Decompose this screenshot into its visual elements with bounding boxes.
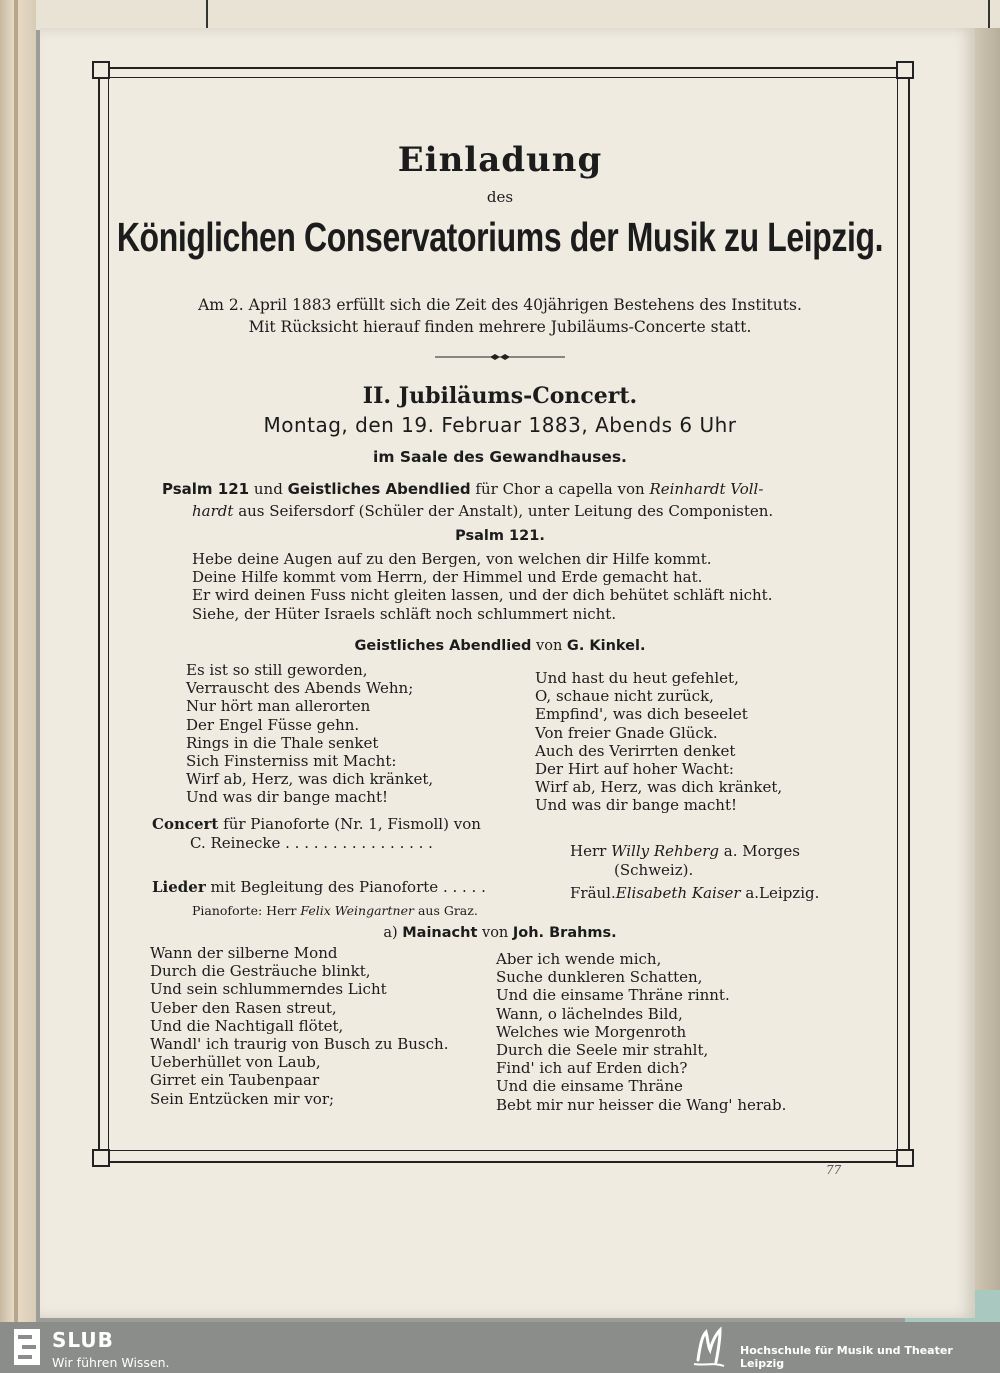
composer-line	[190, 834, 433, 852]
programme-item-psalm-cont	[192, 502, 773, 520]
verse-line: Find' ich auf Erden dich?	[496, 1059, 688, 1078]
concert-venue: im Saale des Gewandhauses.	[373, 448, 627, 466]
abendlied-left-column	[186, 661, 433, 807]
page-number: 77	[826, 1163, 842, 1177]
verse-line: Wandl' ich traurig von Busch zu Busch.	[150, 1034, 449, 1053]
programme-item-concert	[152, 815, 481, 833]
verse-line: Durch die Gesträuche blinkt,	[150, 962, 371, 981]
programme-item-lieder	[152, 878, 486, 896]
performer-name: Elisabeth Kaiser	[615, 884, 741, 902]
performer-origin-country: (Schweiz).	[614, 861, 694, 879]
verse-line: Sich Finsterniss mit Macht:	[186, 751, 397, 770]
item-text: für Chor a capella von	[475, 480, 645, 498]
verse-line: O, schaue nicht zurück,	[535, 687, 714, 706]
verse-line: Es ist so still geworden,	[186, 661, 368, 679]
verse-line: Empfind', was dich beseelet	[535, 705, 748, 724]
verse-line: Wirf ab, Herz, was dich kränket,	[186, 770, 434, 789]
document-title: Einladung	[397, 140, 603, 180]
divider-ornament	[435, 354, 565, 360]
verse-line: Suche dunkleren Schatten,	[496, 968, 703, 987]
verse-line: Girret ein Taubenpaar	[150, 1071, 320, 1090]
accompanist-origin: aus Graz.	[417, 903, 478, 918]
verse-line: Deine Hilfe kommt vom Herrn, der Himmel und Erde gemacht hat.	[192, 568, 703, 587]
verse-line: Und was dir bange macht!	[186, 788, 388, 807]
verse-line: Hebe deine Augen auf zu den Bergen, von welchen dir Hilfe kommt.	[192, 550, 712, 568]
slub-logo-icon[interactable]	[14, 1329, 40, 1365]
heading-text: von	[536, 638, 563, 654]
heading-title: Mainacht	[402, 925, 478, 941]
verse-line: Verrauscht des Abends Wehn;	[186, 679, 414, 698]
item-text: und	[253, 480, 283, 498]
slub-tagline: Wir führen Wissen.	[52, 1355, 170, 1370]
verse-line: Und sein schlummerndes Licht	[150, 980, 387, 999]
heading-title: Geistliches Abendlied	[354, 638, 532, 654]
performer-name: Willy Rehberg	[611, 842, 719, 860]
heading-author: G. Kinkel.	[566, 638, 646, 654]
programme-item-psalm	[162, 480, 763, 498]
composer-name: C. Reinecke	[190, 834, 281, 852]
verse-line: Ueberhüllet von Laub,	[150, 1053, 321, 1072]
verse-line: Er wird deinen Fuss nicht gleiten lassen, und der dich behütet schläft nicht.	[192, 586, 773, 605]
psalm-text	[192, 550, 772, 623]
concert-date: Montag, den 19. Februar 1883, Abends 6 Uhr	[263, 413, 737, 437]
heading-author: Joh. Brahms.	[512, 925, 617, 941]
verse-line: Der Engel Füsse gehn.	[186, 715, 360, 734]
performer-title: Herr	[570, 842, 607, 860]
item-title: Psalm 121	[162, 480, 250, 498]
verse-line: Wann, o lächelndes Bild,	[496, 1004, 683, 1023]
item-title: Geistliches Abendlied	[287, 480, 471, 498]
leader-dots: . . . . . . . . . . . . . . . .	[285, 834, 433, 852]
verse-line: Sein Entzücken mir vor;	[150, 1089, 335, 1108]
concert-title: II. Jubiläums-Concert.	[362, 383, 638, 409]
psalm-heading: Psalm 121.	[455, 528, 545, 544]
institution-name: Königlichen Conservatoriums der Musik zu Leipzig.	[116, 214, 884, 260]
intro-line: Mit Rücksicht hierauf finden mehrere Jubiläums-Concerte statt.	[248, 318, 752, 336]
verse-line: Und hast du heut gefehlet,	[535, 669, 739, 687]
verse-line: Nur hört man allerorten	[186, 697, 371, 716]
performer-title: Fräul.	[570, 884, 616, 902]
abendlied-heading	[0, 638, 1000, 654]
performer-origin: a.Leipzig.	[745, 884, 820, 902]
performer-origin: a. Morges	[723, 842, 800, 860]
verse-line: Und was dir bange macht!	[535, 796, 737, 815]
accompanist-name: Felix Weingartner	[300, 903, 414, 918]
mainacht-heading	[0, 925, 1000, 941]
hmt-logo-icon[interactable]	[690, 1326, 732, 1370]
verse-line: Und die einsame Thräne rinnt.	[496, 986, 730, 1005]
verse-line: Der Hirt auf hoher Wacht:	[535, 759, 734, 778]
performer-line	[570, 842, 800, 860]
verse-line: Wirf ab, Herz, was dich kränket,	[535, 778, 783, 797]
verse-line: Aber ich wende mich,	[496, 950, 662, 968]
verse-line: Bebt mir nur heisser die Wang' herab.	[496, 1095, 787, 1114]
item-title: Lieder	[152, 878, 206, 896]
verse-line: Von freier Gnade Glück.	[535, 723, 718, 742]
slub-brand[interactable]: SLUB	[52, 1328, 114, 1352]
verse-line: Welches wie Morgenroth	[496, 1022, 687, 1041]
item-text: aus Seifersdorf (Schüler der Anstalt), unter Leitung des Componisten.	[238, 502, 774, 520]
singer-line	[570, 884, 819, 902]
verse-line: Siehe, der Hüter Israels schläft noch schlummert nicht.	[192, 604, 617, 623]
accompanist-line	[192, 903, 478, 918]
verse-line: Auch des Verirrten denket	[535, 741, 736, 760]
verse-line: Durch die Seele mir strahlt,	[496, 1040, 709, 1059]
item-title: Concert	[152, 815, 219, 833]
intro-line: Am 2. April 1883 erfüllt sich die Zeit des 40jährigen Bestehens des Instituts.	[198, 296, 802, 314]
title-connector: des	[486, 188, 514, 206]
mainacht-left-column	[150, 944, 448, 1108]
composer-name: Reinhardt Voll-	[649, 480, 764, 498]
verse-line: Und die Nachtigall flötet,	[150, 1016, 344, 1035]
verse-line: Und die einsame Thräne	[496, 1077, 683, 1096]
item-text: mit Begleitung des Pianoforte	[210, 878, 439, 896]
heading-text: von	[482, 925, 509, 941]
verse-line: Rings in die Thale senket	[186, 733, 379, 752]
item-text: für Pianoforte (Nr. 1, Fismoll) von	[223, 815, 481, 833]
leader-dots: . . . . .	[442, 878, 486, 896]
heading-prefix: a)	[383, 925, 398, 941]
verse-line: Ueber den Rasen streut,	[150, 998, 337, 1017]
verse-line: Wann der silberne Mond	[150, 944, 338, 962]
abendlied-right-column	[535, 669, 782, 815]
mainacht-right-column	[496, 950, 786, 1114]
accompanist-label: Pianoforte: Herr	[192, 903, 297, 918]
composer-name: hardt	[192, 502, 234, 520]
partner-name[interactable]: Hochschule für Musik und Theater Leipzig	[740, 1344, 953, 1370]
